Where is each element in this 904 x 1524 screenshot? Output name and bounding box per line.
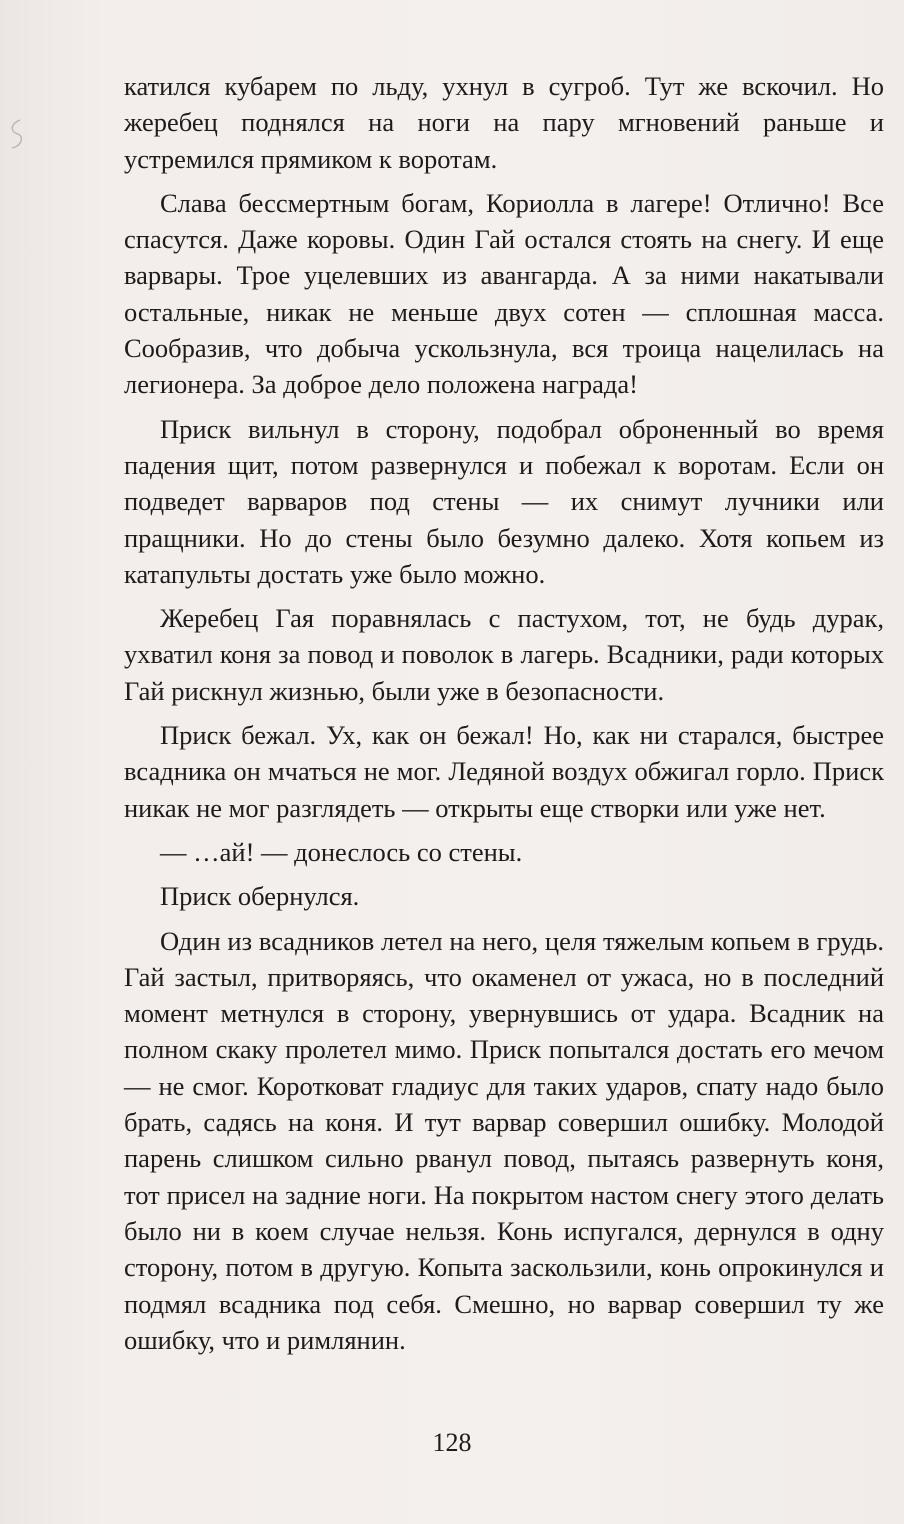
paragraph-3: Приск вильнул в сторону, подобрал оброненный во время падения щит, потом развернулся и побежал к воротам. Если он подведет варваров под стены — их снимут лучники или пращники. Но до стены было безумно далеко. Хотя копьем из катапульты достать уже было можно. <box>124 413 884 589</box>
paragraph-4: Жеребец Гая поравнялась с пастухом, тот, не будь дурак, ухватил коня за повод и поволок в лагерь. Всадники, ради которых Гай рискнул жизнью, были уже в безопасности. <box>124 603 884 706</box>
body-text <box>124 68 884 1358</box>
paragraph-5: Приск бежал. Ух, как он бежал! Но, как ни старался, быстрее всадника он мчаться не мог. Ледяной воздух обжигал горло. Приск никак не мог разглядеть — открыты еще створки или уже нет. <box>124 720 884 823</box>
page-number: 128 <box>432 1428 472 1457</box>
paragraph-1: катился кубарем по льду, ухнул в сугроб. Тут же вскочил. Но жеребец поднялся на ноги на пару мгновений раньше и устремился прямиком к воротам. <box>124 71 884 174</box>
pencil-mark-icon <box>6 118 28 152</box>
paragraph-6: — …ай! — донеслось со стены. <box>160 836 523 867</box>
paragraph-8: Один из всадников летел на него, целя тяжелым копьем в грудь. Гай застыл, притворяясь, что окаменел от ужаса, но в последний момент метнулся в сторону, увернувшись от удара. Всадник на полном скаку пролетел мимо. Приск попытался достать его мечом — не смог. Коротковат гладиус для таких ударов, спату надо было брать, садясь на коня. И тут варвар совершил ошибку. Молодой парень слишком сильно рванул повод, пытаясь развернуть коня, тот присел на задние ноги. На покрытом настом снегу этого делать было ни в коем случае нельзя. Конь испугался, дернулся в одну сторону, потом в другую. Копыта заскользили, конь опрокинулся и подмял всадника под себя. Смешно, но варвар совершил ту же ошибку, что и римлянин. <box>124 925 884 1355</box>
paragraph-7: Приск обернулся. <box>160 881 360 912</box>
paragraph-2: Слава бессмертным богам, Кориолла в лагере! Отлично! Все спасутся. Даже коровы. Один Гай остался стоять на снегу. И еще варвары. Трое уцелевших из авангарда. А за ними накатывали остальные, никак не меньше двух сотен — сплошная масса. Сообразив, что добыча ускользнула, вся троица нацелилась на легионера. За доброе дело положена награда! <box>124 187 884 400</box>
